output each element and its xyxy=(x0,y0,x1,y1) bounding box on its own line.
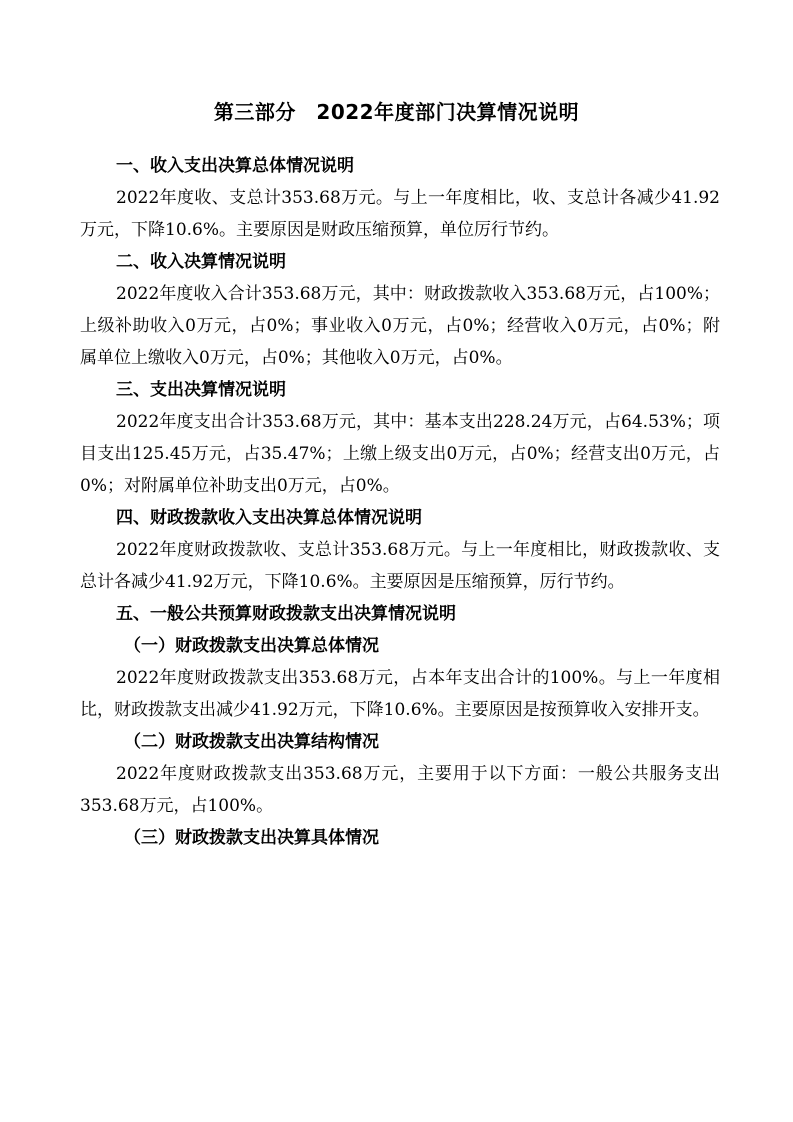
section-1 xyxy=(80,150,720,246)
section-paragraph: 2022年度财政拨款收、支总计353.68万元。与上一年度相比，财政拨款收、支总计各减少41.92万元，下降10.6%。主要原因是压缩预算，厉行节约。 xyxy=(80,540,720,592)
page-title: 第三部分 2022年度部门决算情况说明 xyxy=(213,100,580,124)
subsection-paragraph: 2022年度财政拨款支出353.68万元，主要用于以下方面：一般公共服务支出353.68万元，占100%。 xyxy=(80,764,720,816)
section-paragraph: 2022年度收、支总计353.68万元。与上一年度相比，收、支总计各减少41.92万元，下降10.6%。主要原因是财政压缩预算，单位厉行节约。 xyxy=(80,188,720,240)
section-heading: 一、收入支出决算总体情况说明 xyxy=(116,156,354,176)
section-3 xyxy=(80,374,720,502)
document-body xyxy=(80,150,720,854)
section-heading: 四、财政拨款收入支出决算总体情况说明 xyxy=(116,508,422,528)
subsection-heading: （一）财政拨款支出决算总体情况 xyxy=(124,636,379,656)
section-4 xyxy=(80,502,720,598)
section-2 xyxy=(80,246,720,374)
section-heading: 二、收入决算情况说明 xyxy=(116,252,286,272)
subsection-paragraph: 2022年度财政拨款支出353.68万元，占本年支出合计的100%。与上一年度相比，财政拨款支出减少41.92万元，下降10.6%。主要原因是按预算收入安排开支。 xyxy=(80,668,720,720)
section-heading: 五、一般公共预算财政拨款支出决算情况说明 xyxy=(116,604,456,624)
subsection-heading: （二）财政拨款支出决算结构情况 xyxy=(124,732,379,752)
section-paragraph: 2022年度收入合计353.68万元，其中：财政拨款收入353.68万元，占100%；上级补助收入0万元，占0%；事业收入0万元，占0%；经营收入0万元，占0%；附属单位上缴收入0万元，占0%；其他收入0万元，占0%。 xyxy=(80,284,720,368)
section-paragraph: 2022年度支出合计353.68万元，其中：基本支出228.24万元，占64.53%；项目支出125.45万元，占35.47%；上缴上级支出0万元，占0%；经营支出0万元，占0%；对附属单位补助支出0万元，占0%。 xyxy=(80,412,720,496)
subsection-heading: （三）财政拨款支出决算具体情况 xyxy=(124,828,379,848)
section-heading: 三、支出决算情况说明 xyxy=(116,380,286,400)
section-5 xyxy=(80,598,720,854)
